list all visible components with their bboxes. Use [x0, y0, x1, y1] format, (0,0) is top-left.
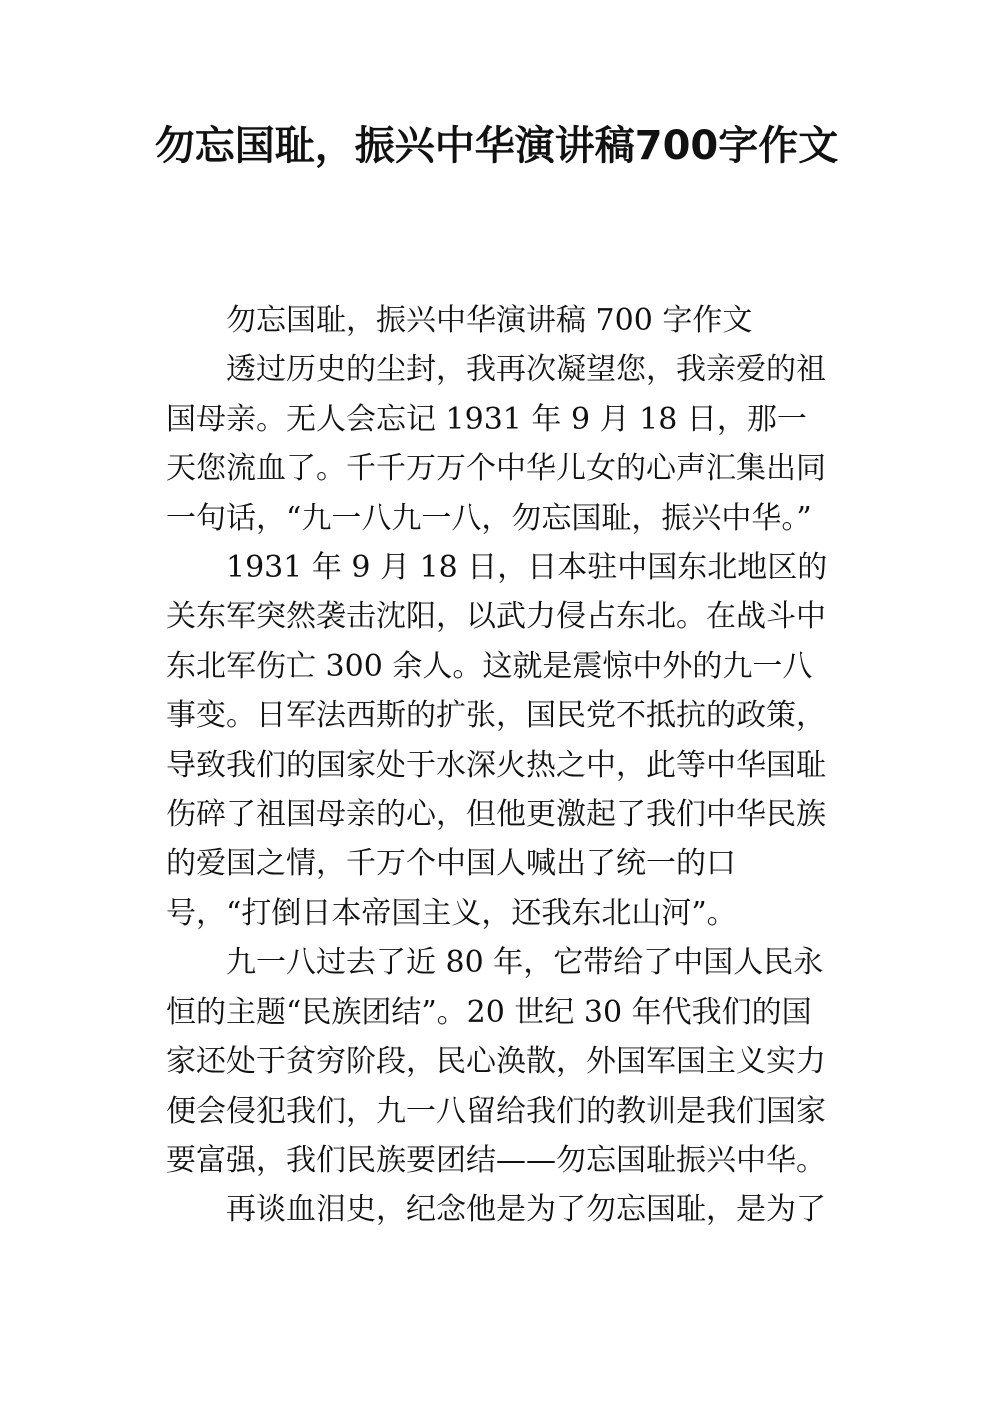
paragraph: 九一八过去了近 80 年，它带给了中国人民永恒的主题“民族团结”。20 世纪 30 年代我们的国家还处于贫穷阶段，民心涣散，外国军国主义实力便会侵犯我们，九一八留给我们的教训是我们国家要富强，我们民族要团结——勿忘国耻振兴中华。: [166, 945, 826, 1178]
document-title: 勿忘国耻，振兴中华演讲稿700字作文: [154, 123, 839, 169]
paragraph: 透过历史的尘封，我再次凝望您，我亲爱的祖国母亲。无人会忘记 1931 年 9 月 18 日，那一天您流血了。千千万万个中华儿女的心声汇集出同一句话，“九一八九一八，勿忘国耻，振兴中华。”: [166, 352, 826, 536]
paragraph: 再谈血泪史，纪念他是为了勿忘国耻，是为了: [226, 1192, 826, 1228]
document-body: [166, 296, 836, 1235]
paragraph: 1931 年 9 月 18 日，日本驻中国东北地区的关东军突然袭击沈阳，以武力侵占东北。在战斗中东北军伤亡 300 余人。这就是震惊中外的九一八事变。日军法西斯的扩张，国民党不抵抗的政策，导致我们的国家处于水深火热之中，此等中华国耻伤碎了祖国母亲的心，但他更激起了我们中华民族的爱国之情，千万个中国人喊出了统一的口号，“打倒日本帝国主义，还我东北山河”。: [166, 550, 828, 931]
paragraph-subtitle: 勿忘国耻，振兴中华演讲稿 700 字作文: [226, 303, 753, 338]
